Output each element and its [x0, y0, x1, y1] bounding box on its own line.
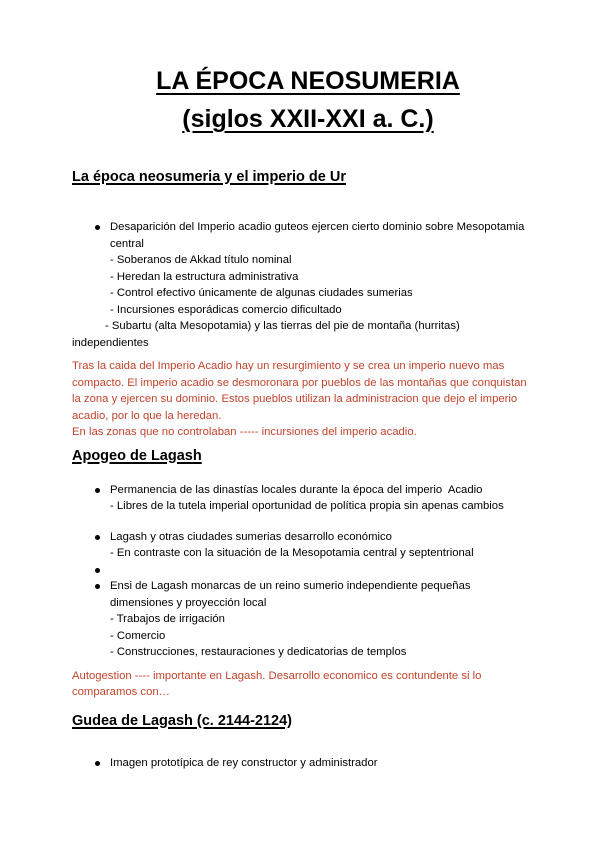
sub-item-comercio: - Comercio [110, 629, 166, 642]
sub-item-contraste: - En contraste con la situación de la Mesopotamia central y septentrional [110, 547, 474, 559]
bullet-icon [95, 584, 100, 589]
bullet-text-line: central [110, 237, 144, 250]
bullet-text-line: Lagash y otras ciudades sumerias desarrollo económico [110, 530, 392, 543]
heading-epoca-neosumeria: La época neosumeria y el imperio de Ur [72, 169, 346, 185]
note-line: acadio, por lo que la heredan. [72, 409, 222, 422]
bullet-text-line: Permanencia de las dinastías locales durante la época del imperio Acadio [110, 483, 483, 496]
sub-item-irrigacion: - Trabajos de irrigación [110, 613, 225, 625]
gudea-bullet-list [72, 755, 544, 772]
bullet-text-line: Imagen prototípica de rey constructor y administrador [110, 756, 378, 769]
red-note-paragraph-autogestion [72, 668, 544, 701]
sub-item-incursiones: - Incursiones esporádicas comercio dificultado [110, 303, 342, 316]
red-note-paragraph-ur [72, 358, 544, 441]
bullet-text-line: dimensiones y proyección local [110, 596, 267, 609]
list-item-imagen [72, 755, 544, 772]
note-line: compacto. El imperio acadio se desmoronara por pueblos de las montañas que conquistan [72, 376, 527, 389]
bullet-icon [95, 568, 100, 573]
bullet-icon [95, 488, 100, 493]
heading-gudea-lagash: Gudea de Lagash (c. 2144-2124) [72, 712, 293, 729]
bullet-icon [95, 761, 100, 766]
bullet-text-line: Ensi de Lagash monarcas de un reino sumerio independiente pequeñas [110, 580, 471, 592]
list-item-lagash-desarrollo [72, 529, 544, 562]
hanging-text-independientes: independientes [72, 336, 149, 349]
list-item-desaparicion [72, 219, 544, 335]
note-line: la zona y ejercen su dominio. Estos pueblos utilizan la administracion que dejo el imperio [72, 393, 518, 405]
note-line: Autogestion ---- importante en Lagash. Desarrollo economico es contundente si lo [72, 669, 482, 682]
bullet-text-line: Desaparición del Imperio acadio guteos ejercen cierto dominio sobre Mesopotamia [110, 221, 525, 233]
list-item-ensi [72, 578, 544, 661]
sub-item-heredan: - Heredan la estructura administrativa [110, 270, 299, 283]
ur-bullet-list [72, 219, 544, 335]
list-item-empty [72, 562, 544, 579]
note-line: comparamos con… [72, 686, 170, 698]
sub-item-libres: - Libres de la tutela imperial oportunidad de política propia sin apenas cambios [110, 500, 504, 512]
sub-item-subartu: - Subartu (alta Mesopotamia) y las tierras del pie de montaña (hurritas) [105, 320, 460, 332]
note-line: En las zonas que no controlaban ----- incursiones del imperio acadio. [72, 426, 417, 438]
document-title-line2: (siglos XXII-XXI a. C.) [182, 105, 434, 133]
sub-item-construcciones: - Construcciones, restauraciones y dedicatorias de templos [110, 646, 407, 658]
document-title [72, 62, 544, 138]
document-title-line1: LA ÉPOCA NEOSUMERIA [156, 67, 460, 95]
note-line: Tras la caida del Imperio Acadio hay un resurgimiento y se crea un imperio nuevo mas [72, 360, 505, 372]
list-item-permanencia [72, 482, 544, 515]
sub-item-soberanos: - Soberanos de Akkad título nominal [110, 254, 292, 266]
apogeo-bullet-list [72, 482, 544, 661]
bullet-icon [95, 225, 100, 230]
heading-apogeo-lagash: Apogeo de Lagash [72, 447, 202, 464]
bullet-icon [95, 535, 100, 540]
sub-item-control: - Control efectivo únicamente de algunas ciudades sumerias [110, 287, 413, 299]
